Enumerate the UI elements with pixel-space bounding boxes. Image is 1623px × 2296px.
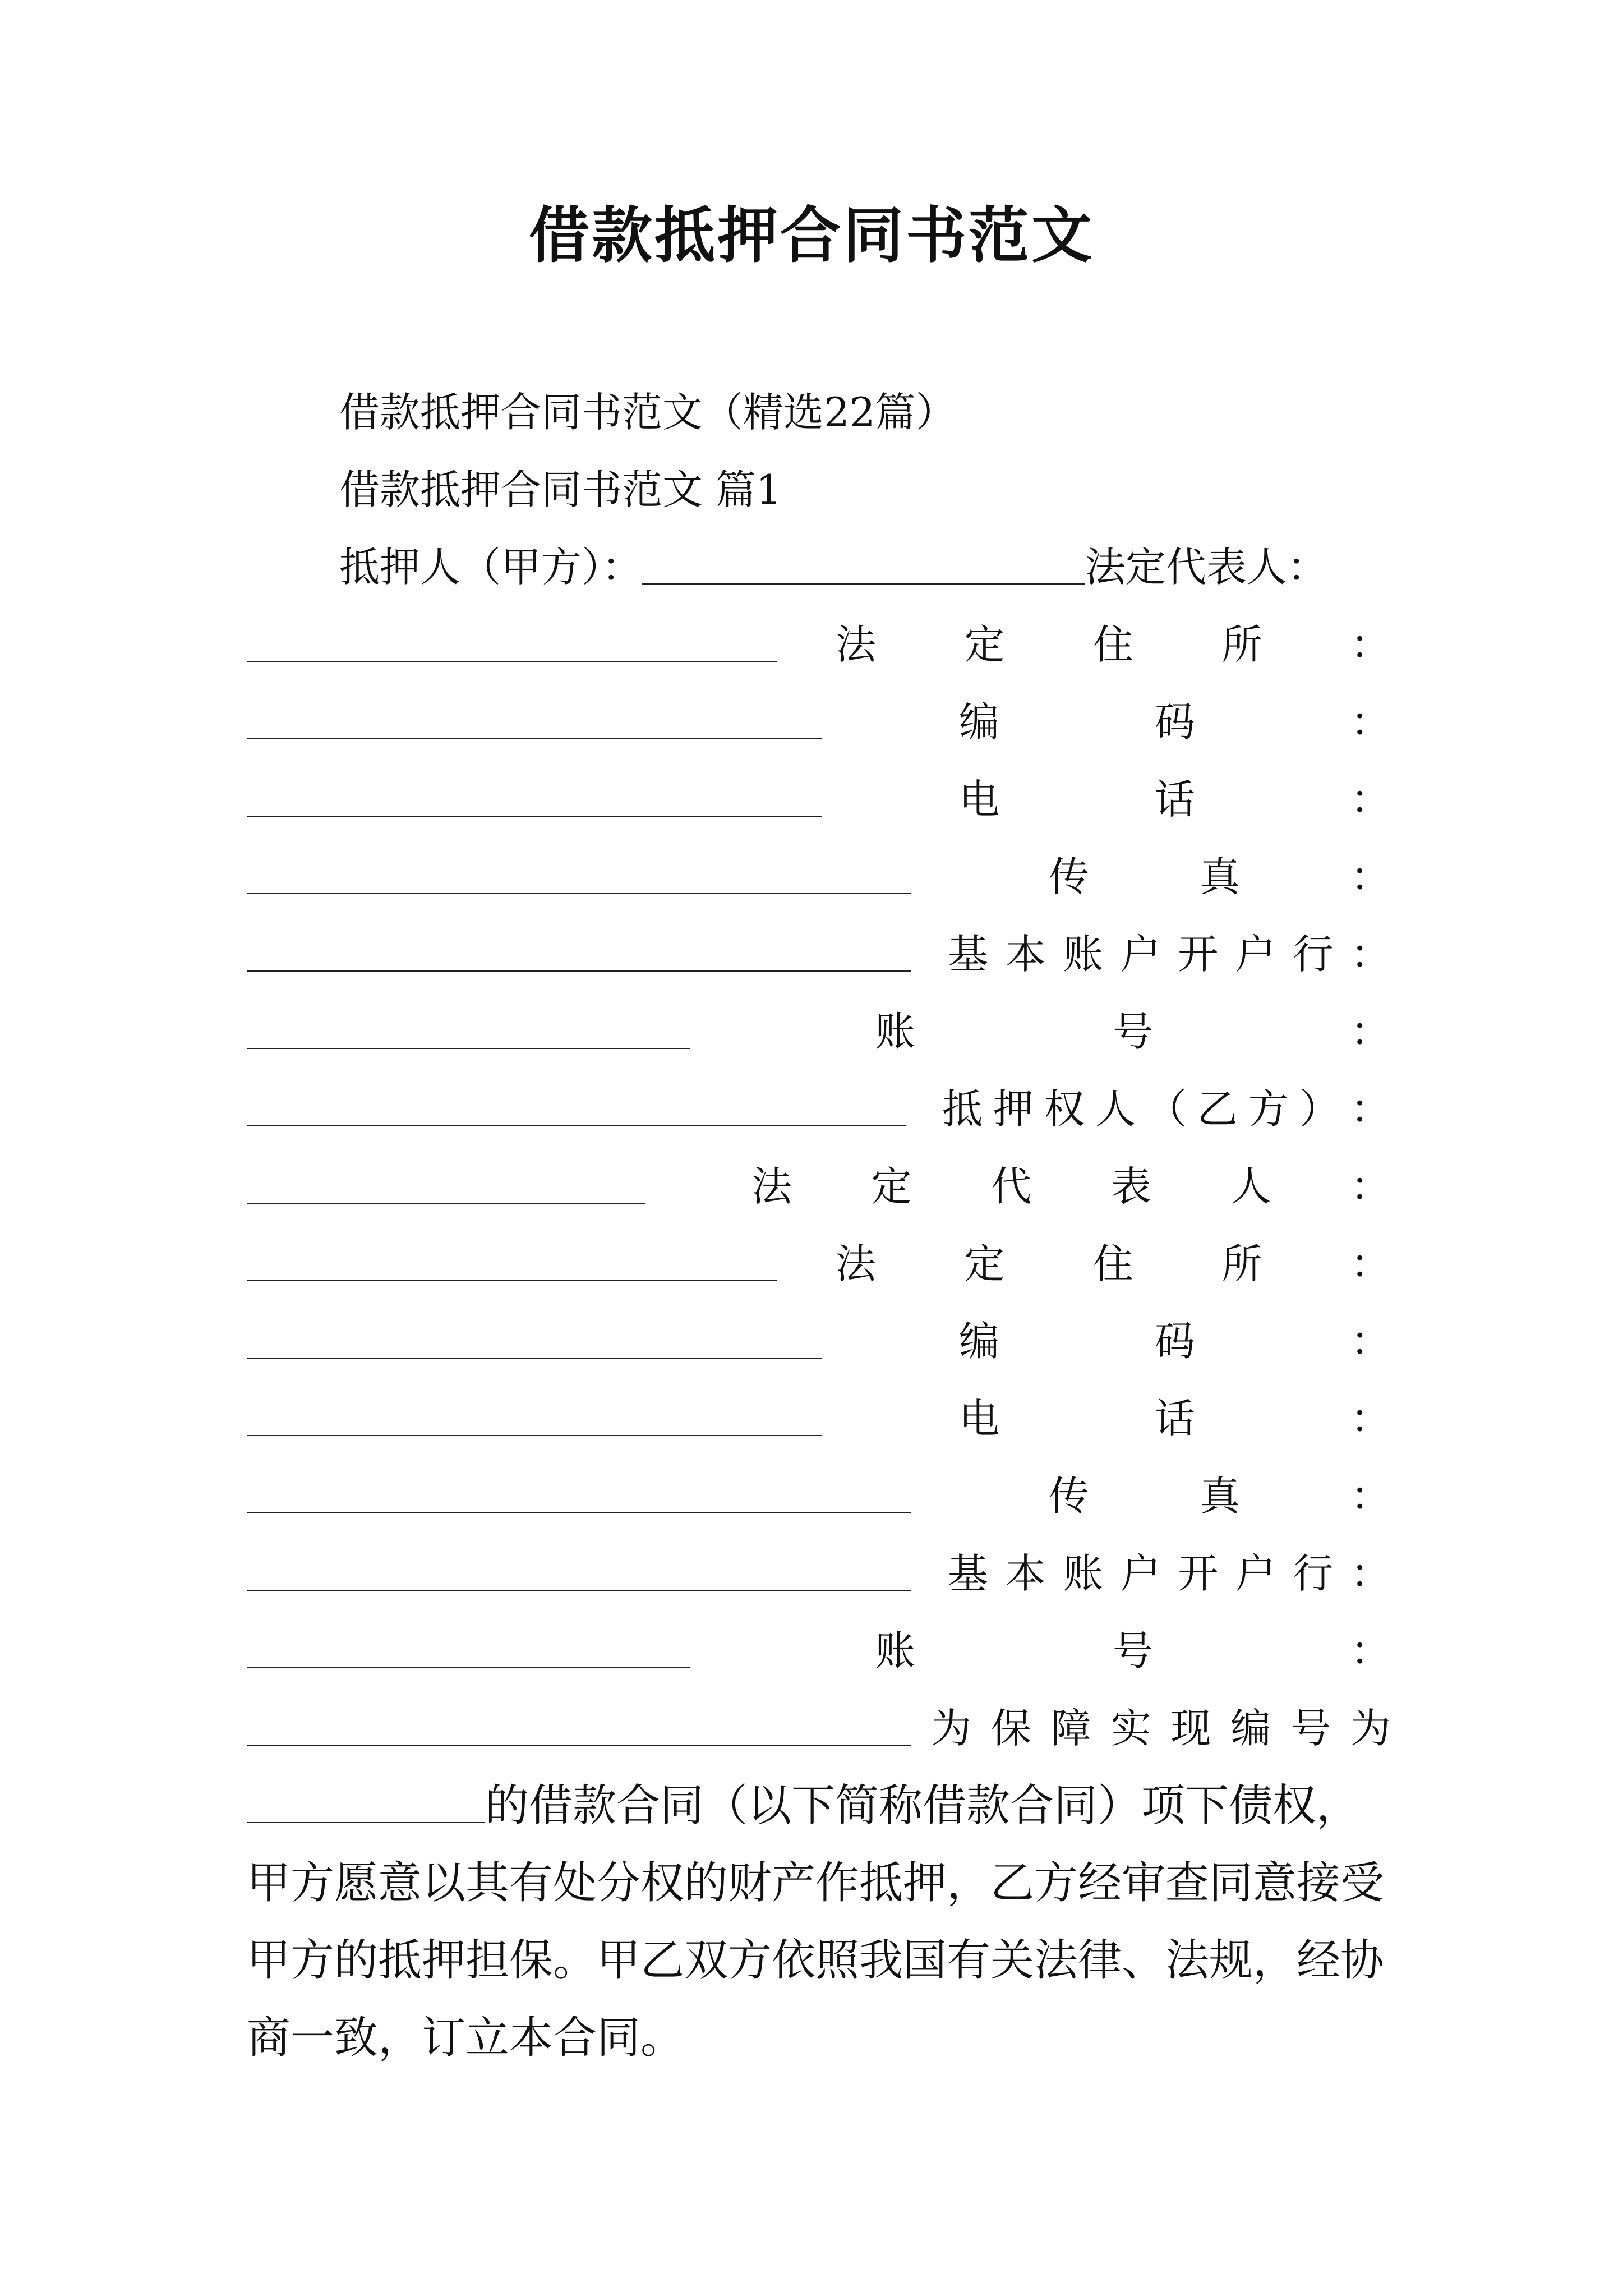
- party-b-row-postcode: [247, 1316, 1391, 1366]
- label-char: 现: [1170, 1705, 1211, 1752]
- field-blank[interactable]: [247, 816, 822, 817]
- field-blank[interactable]: [247, 1203, 645, 1204]
- field-blank[interactable]: [247, 1512, 911, 1513]
- intro-line-1: 借款抵押合同书范文（精选22篇）: [339, 389, 956, 436]
- label-char: 账: [875, 1008, 916, 1055]
- label-char: 真: [1199, 1473, 1240, 1520]
- label-char: 账: [1063, 931, 1104, 978]
- label-char: ：: [1350, 1550, 1391, 1597]
- field-label: [959, 774, 1391, 825]
- field-label: [836, 1239, 1391, 1289]
- label-char: ：: [1350, 1008, 1391, 1055]
- label-char: 所: [1221, 1240, 1262, 1287]
- label-char: ：: [1350, 776, 1391, 823]
- label-char: 行: [1293, 1550, 1334, 1597]
- field-label: [942, 1084, 1391, 1134]
- field-blank[interactable]: [247, 1667, 690, 1668]
- label-char: ：: [1350, 1240, 1391, 1287]
- label-char: ：: [1350, 1318, 1391, 1365]
- label-char: 传: [1049, 1473, 1090, 1520]
- body-text-1: 的借款合同（以下简称借款合同）项下债权，: [485, 1780, 1361, 1831]
- label-char: 定: [964, 1240, 1005, 1287]
- label-char: 为: [1350, 1705, 1391, 1752]
- contract-number-blank[interactable]: [247, 1783, 485, 1823]
- label-char: ）: [1299, 1085, 1340, 1133]
- field-label: [751, 1161, 1391, 1212]
- party-b-row-bank: [247, 1548, 1391, 1599]
- label-char: 户: [1120, 931, 1161, 978]
- party-b-row-account: [247, 1626, 1391, 1676]
- field-label: [948, 929, 1391, 979]
- party-a-row-fax: [247, 852, 1391, 902]
- label-char: 法: [836, 621, 877, 668]
- party-a-row-phone: [247, 774, 1391, 825]
- label-char: ：: [1350, 621, 1391, 668]
- field-label: [836, 619, 1391, 670]
- label-char: ：: [1350, 1395, 1391, 1442]
- label-char: ：: [1350, 931, 1391, 978]
- label-char: 码: [1154, 698, 1195, 746]
- field-blank[interactable]: [247, 1280, 777, 1281]
- field-blank[interactable]: [247, 738, 822, 739]
- body-line-1: [247, 1780, 1391, 1831]
- label-char: 代: [991, 1163, 1032, 1210]
- field-label: [875, 1006, 1391, 1057]
- intro-line-2: 借款抵押合同书范文 篇1: [339, 466, 782, 513]
- label-char: 户: [1235, 1550, 1276, 1597]
- label-char: 账: [1063, 1550, 1104, 1597]
- mortgagor-label: 抵押人（甲方）：: [339, 544, 643, 591]
- label-char: 抵: [942, 1085, 983, 1133]
- label-char: 定: [964, 621, 1005, 668]
- label-char: 话: [1154, 1395, 1195, 1442]
- label-char: 权: [1044, 1085, 1085, 1133]
- label-char: 住: [1092, 1240, 1133, 1287]
- label-char: 基: [948, 931, 989, 978]
- field-label: [1049, 1471, 1391, 1521]
- body-line-4: 商一致，订立本合同。: [247, 2013, 685, 2063]
- document-title: 借款抵押合同书范文: [528, 200, 1094, 271]
- label-char: 户: [1235, 931, 1276, 978]
- label-char: 人: [1230, 1163, 1271, 1210]
- label-char: 表: [1110, 1163, 1151, 1210]
- label-char: 码: [1154, 1318, 1195, 1365]
- label-char: 号: [1290, 1705, 1331, 1752]
- party-b-row-address: [247, 1239, 1391, 1289]
- label-char: 开: [1178, 1550, 1219, 1597]
- label-char: 行: [1293, 931, 1334, 978]
- label-char: 方: [1248, 1085, 1289, 1133]
- party-a-row-bank: [247, 929, 1391, 979]
- field-label: [875, 1626, 1391, 1676]
- label-char: 法: [836, 1240, 877, 1287]
- label-char: 乙: [1197, 1085, 1238, 1133]
- purpose-row: [247, 1703, 1391, 1754]
- label-char: 障: [1050, 1705, 1091, 1752]
- field-blank[interactable]: [247, 1125, 906, 1126]
- label-char: 传: [1049, 853, 1090, 900]
- party-b-row-phone: [247, 1393, 1391, 1444]
- label-char: 所: [1221, 621, 1262, 668]
- label-char: 人: [1095, 1085, 1136, 1133]
- field-blank[interactable]: [247, 1745, 911, 1746]
- label-char: 号: [1112, 1627, 1153, 1674]
- label-char: ：: [1350, 1473, 1391, 1520]
- party-a-row-postcode: [247, 697, 1391, 747]
- field-blank[interactable]: [247, 1590, 911, 1591]
- field-blank[interactable]: [247, 661, 777, 662]
- field-blank[interactable]: [247, 970, 911, 972]
- party-a-row-mortgagee: [247, 1084, 1391, 1134]
- mortgagor-line: [339, 542, 1391, 592]
- field-label: [959, 1393, 1391, 1444]
- label-char: 住: [1092, 621, 1133, 668]
- field-label: [948, 1548, 1391, 1599]
- label-char: 真: [1199, 853, 1240, 900]
- label-char: ：: [1350, 853, 1391, 900]
- party-a-row-address: [247, 619, 1391, 670]
- party-a-row-account: [247, 1006, 1391, 1057]
- field-blank[interactable]: [247, 1048, 690, 1049]
- purpose-label: [931, 1703, 1391, 1754]
- party-b-row-legal-rep: [247, 1161, 1391, 1212]
- label-char: ：: [1350, 1163, 1391, 1210]
- field-blank[interactable]: [247, 893, 911, 894]
- body-line-3: 甲方的抵押担保。甲乙双方依照我国有关法律、法规，经协: [247, 1935, 1385, 1986]
- field-label: [959, 697, 1391, 747]
- legal-rep-label: 法定代表人：: [1085, 544, 1328, 591]
- label-char: 开: [1178, 931, 1219, 978]
- label-char: 号: [1112, 1008, 1153, 1055]
- field-label: [1049, 852, 1391, 902]
- label-char: 保: [990, 1705, 1031, 1752]
- body-line-2: 甲方愿意以其有处分权的财产作抵押，乙方经审查同意接受: [247, 1858, 1385, 1908]
- label-char: 话: [1154, 776, 1195, 823]
- label-char: 实: [1110, 1705, 1151, 1752]
- field-blank[interactable]: [247, 1358, 822, 1359]
- label-char: 本: [1005, 931, 1046, 978]
- mortgagor-blank[interactable]: [642, 544, 1085, 585]
- field-blank[interactable]: [247, 1435, 822, 1436]
- label-char: 基: [948, 1550, 989, 1597]
- party-b-row-fax: [247, 1471, 1391, 1521]
- label-char: ：: [1350, 1627, 1391, 1674]
- label-char: 本: [1005, 1550, 1046, 1597]
- label-char: 法: [751, 1163, 792, 1210]
- label-char: 定: [871, 1163, 912, 1210]
- label-char: 电: [959, 1395, 1000, 1442]
- label-char: 编: [1230, 1705, 1271, 1752]
- label-char: 押: [993, 1085, 1034, 1133]
- label-char: 户: [1120, 1550, 1161, 1597]
- label-char: 编: [959, 698, 1000, 746]
- label-char: ：: [1350, 698, 1391, 746]
- label-char: 为: [931, 1705, 972, 1752]
- label-char: 编: [959, 1318, 1000, 1365]
- field-label: [959, 1316, 1391, 1366]
- label-char: （: [1146, 1085, 1187, 1133]
- label-char: ：: [1350, 1085, 1391, 1133]
- label-char: 电: [959, 776, 1000, 823]
- label-char: 账: [875, 1627, 916, 1674]
